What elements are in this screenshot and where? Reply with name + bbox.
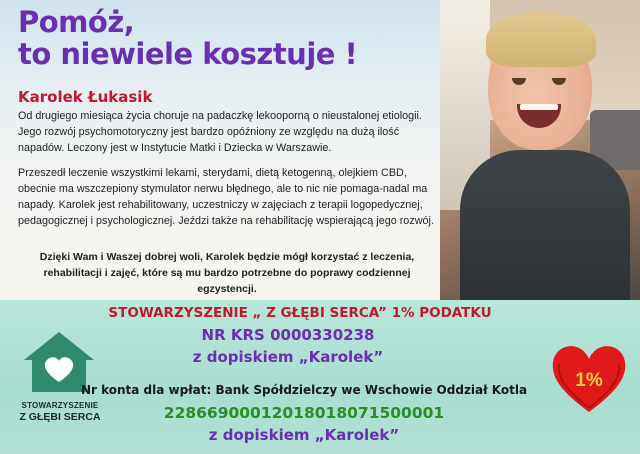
child-photo [440, 0, 640, 300]
logo-line2: Z GŁĘBI SERCA [19, 411, 101, 423]
heart-icon [548, 340, 630, 416]
child-name: Karolek Łukasik [18, 88, 153, 106]
note-karolek-1: z dopiskiem „Karolek” [192, 348, 384, 366]
logo-line1: STOWARZYSZENIE [21, 401, 99, 410]
heart-badge-text: 1% [575, 370, 603, 391]
headline-line1: Pomóż, [18, 5, 135, 39]
note-karolek-2: z dopiskiem „Karolek” [208, 426, 400, 444]
association-line: STOWARZYSZENIE „ Z GŁĘBI SERCA” 1% PODATKU [108, 305, 492, 321]
paragraph-medical-history: Od drugiego miesiąca życia choruje na padaczkę lekooporną o nieustalonej etiologii. Jego rozwój psychomotoryczny jest bardzo opóźniony ze względu na dużą ilość napadów. Leczony jest w Instytucie Matki i Dziecka w Warszawie. [18, 110, 422, 154]
account-number: 22866900012018018071500001 [163, 404, 445, 422]
thanks-text: Dzięki Wam i Waszej dobrej woli, Karolek będzie mógł korzystać z leczenia, rehabilitacji i zajęć, które są mu bardzo potrzebne do poprawy codziennej egzystencji. [39, 251, 415, 295]
krs-number: NR KRS 0000330238 [201, 326, 375, 344]
headline [18, 6, 357, 70]
paragraph-treatment: Przeszedł leczenie wszystkimi lekami, sterydami, dietą ketogenną, olejkiem CBD, obecnie ma wszczepiony stymulator nerwu błędnego, ale to nic nie pomaga-nadal ma napady. Karolek jest rehabilitowany, uczestniczy w zajęciach z terapii logopedycznej, pedagogicznej i psychologicznej. Jeździ także na rehabilitację wspierającą jego rozwój. [18, 167, 434, 227]
headline-line2: to niewiele kosztuje ! [18, 37, 358, 71]
bank-line: Nr konta dla wpłat: Bank Spółdzielczy we Wschowie Oddział Kotla [80, 383, 528, 397]
